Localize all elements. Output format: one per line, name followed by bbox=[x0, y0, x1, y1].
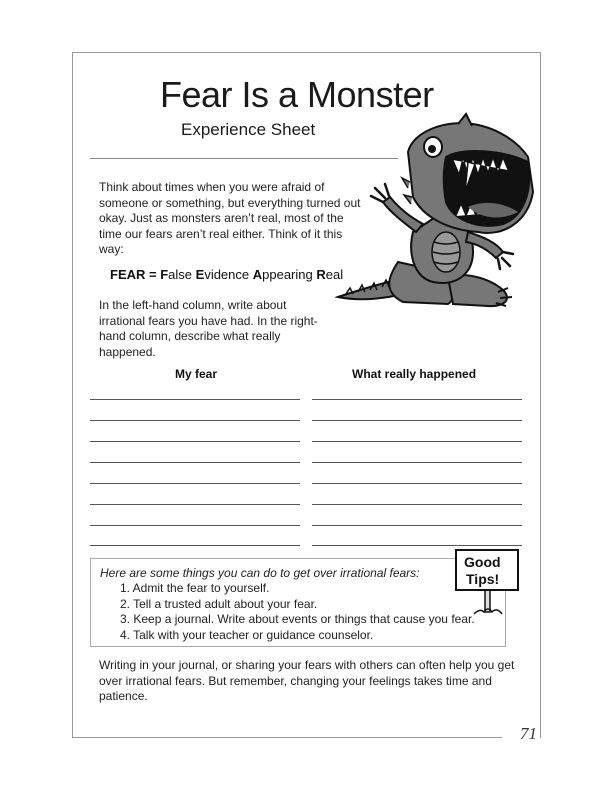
fear-acronym-lead: FEAR = bbox=[110, 267, 161, 282]
what-happened-line[interactable] bbox=[312, 420, 522, 421]
what-happened-line[interactable] bbox=[312, 525, 522, 526]
tip-item: 4. Talk with your teacher or guidance counselor. bbox=[120, 627, 374, 642]
column-header-what-happened: What really happened bbox=[352, 367, 477, 381]
what-happened-line[interactable] bbox=[312, 504, 522, 505]
acronym-initial-a: A bbox=[252, 267, 263, 282]
my-fear-line[interactable] bbox=[90, 483, 300, 484]
acronym-word-real: eal bbox=[325, 267, 344, 282]
my-fear-line[interactable] bbox=[90, 504, 300, 505]
what-happened-line[interactable] bbox=[312, 441, 522, 442]
tip-item: 1. Admit the fear to yourself. bbox=[120, 581, 270, 595]
what-happened-line[interactable] bbox=[312, 462, 522, 463]
tip-item: 3. Keep a journal. Write about events or things that cause you fear. bbox=[120, 612, 475, 626]
page-number: 71 bbox=[520, 724, 537, 743]
acronym-initial-e: E bbox=[195, 267, 205, 282]
intro-paragraph: Think about times when you were afraid of someone or something, but everything turned out okay. Just as monsters aren’t real, most of the time our fears aren’t real either. Think of it this way: bbox=[99, 180, 361, 256]
acronym-word-appearing: ppearing bbox=[262, 267, 317, 282]
my-fear-line[interactable] bbox=[90, 420, 300, 421]
closing-paragraph: Writing in your journal, or sharing your fears with others can often help you get over irrational fears. But remember, changing your feelings takes time and patience. bbox=[99, 658, 515, 703]
tips-intro: Here are some things you can do to get over irrational fears: bbox=[100, 566, 420, 580]
my-fear-line[interactable] bbox=[90, 462, 300, 463]
good-tips-sign-icon bbox=[452, 546, 524, 618]
sign-text-bottom: Tips! bbox=[466, 571, 500, 587]
my-fear-line[interactable] bbox=[90, 399, 300, 400]
acronym-initial-r: R bbox=[316, 267, 326, 282]
my-fear-line[interactable] bbox=[90, 441, 300, 442]
my-fear-line[interactable] bbox=[90, 525, 300, 526]
column-header-my-fear: My fear bbox=[175, 367, 218, 381]
page-frame-bottom bbox=[72, 737, 502, 738]
page-title: Fear Is a Monster bbox=[160, 74, 434, 115]
page-subtitle: Experience Sheet bbox=[181, 120, 316, 139]
acronym-initial-f: F bbox=[160, 267, 169, 282]
tip-item: 2. Tell a trusted adult about your fear. bbox=[120, 596, 318, 611]
fear-acronym bbox=[110, 267, 343, 282]
my-fear-line[interactable] bbox=[90, 545, 300, 546]
what-happened-line[interactable] bbox=[312, 483, 522, 484]
tips-list bbox=[120, 581, 475, 643]
sign-text-top: Good bbox=[464, 554, 501, 570]
what-happened-line[interactable] bbox=[312, 399, 522, 400]
acronym-word-evidence: vidence bbox=[204, 267, 253, 282]
acronym-word-false: alse bbox=[168, 267, 196, 282]
instructions-paragraph: In the left-hand column, write about irrational fears you have had. In the right-hand column, describe what really happened. bbox=[99, 298, 318, 359]
